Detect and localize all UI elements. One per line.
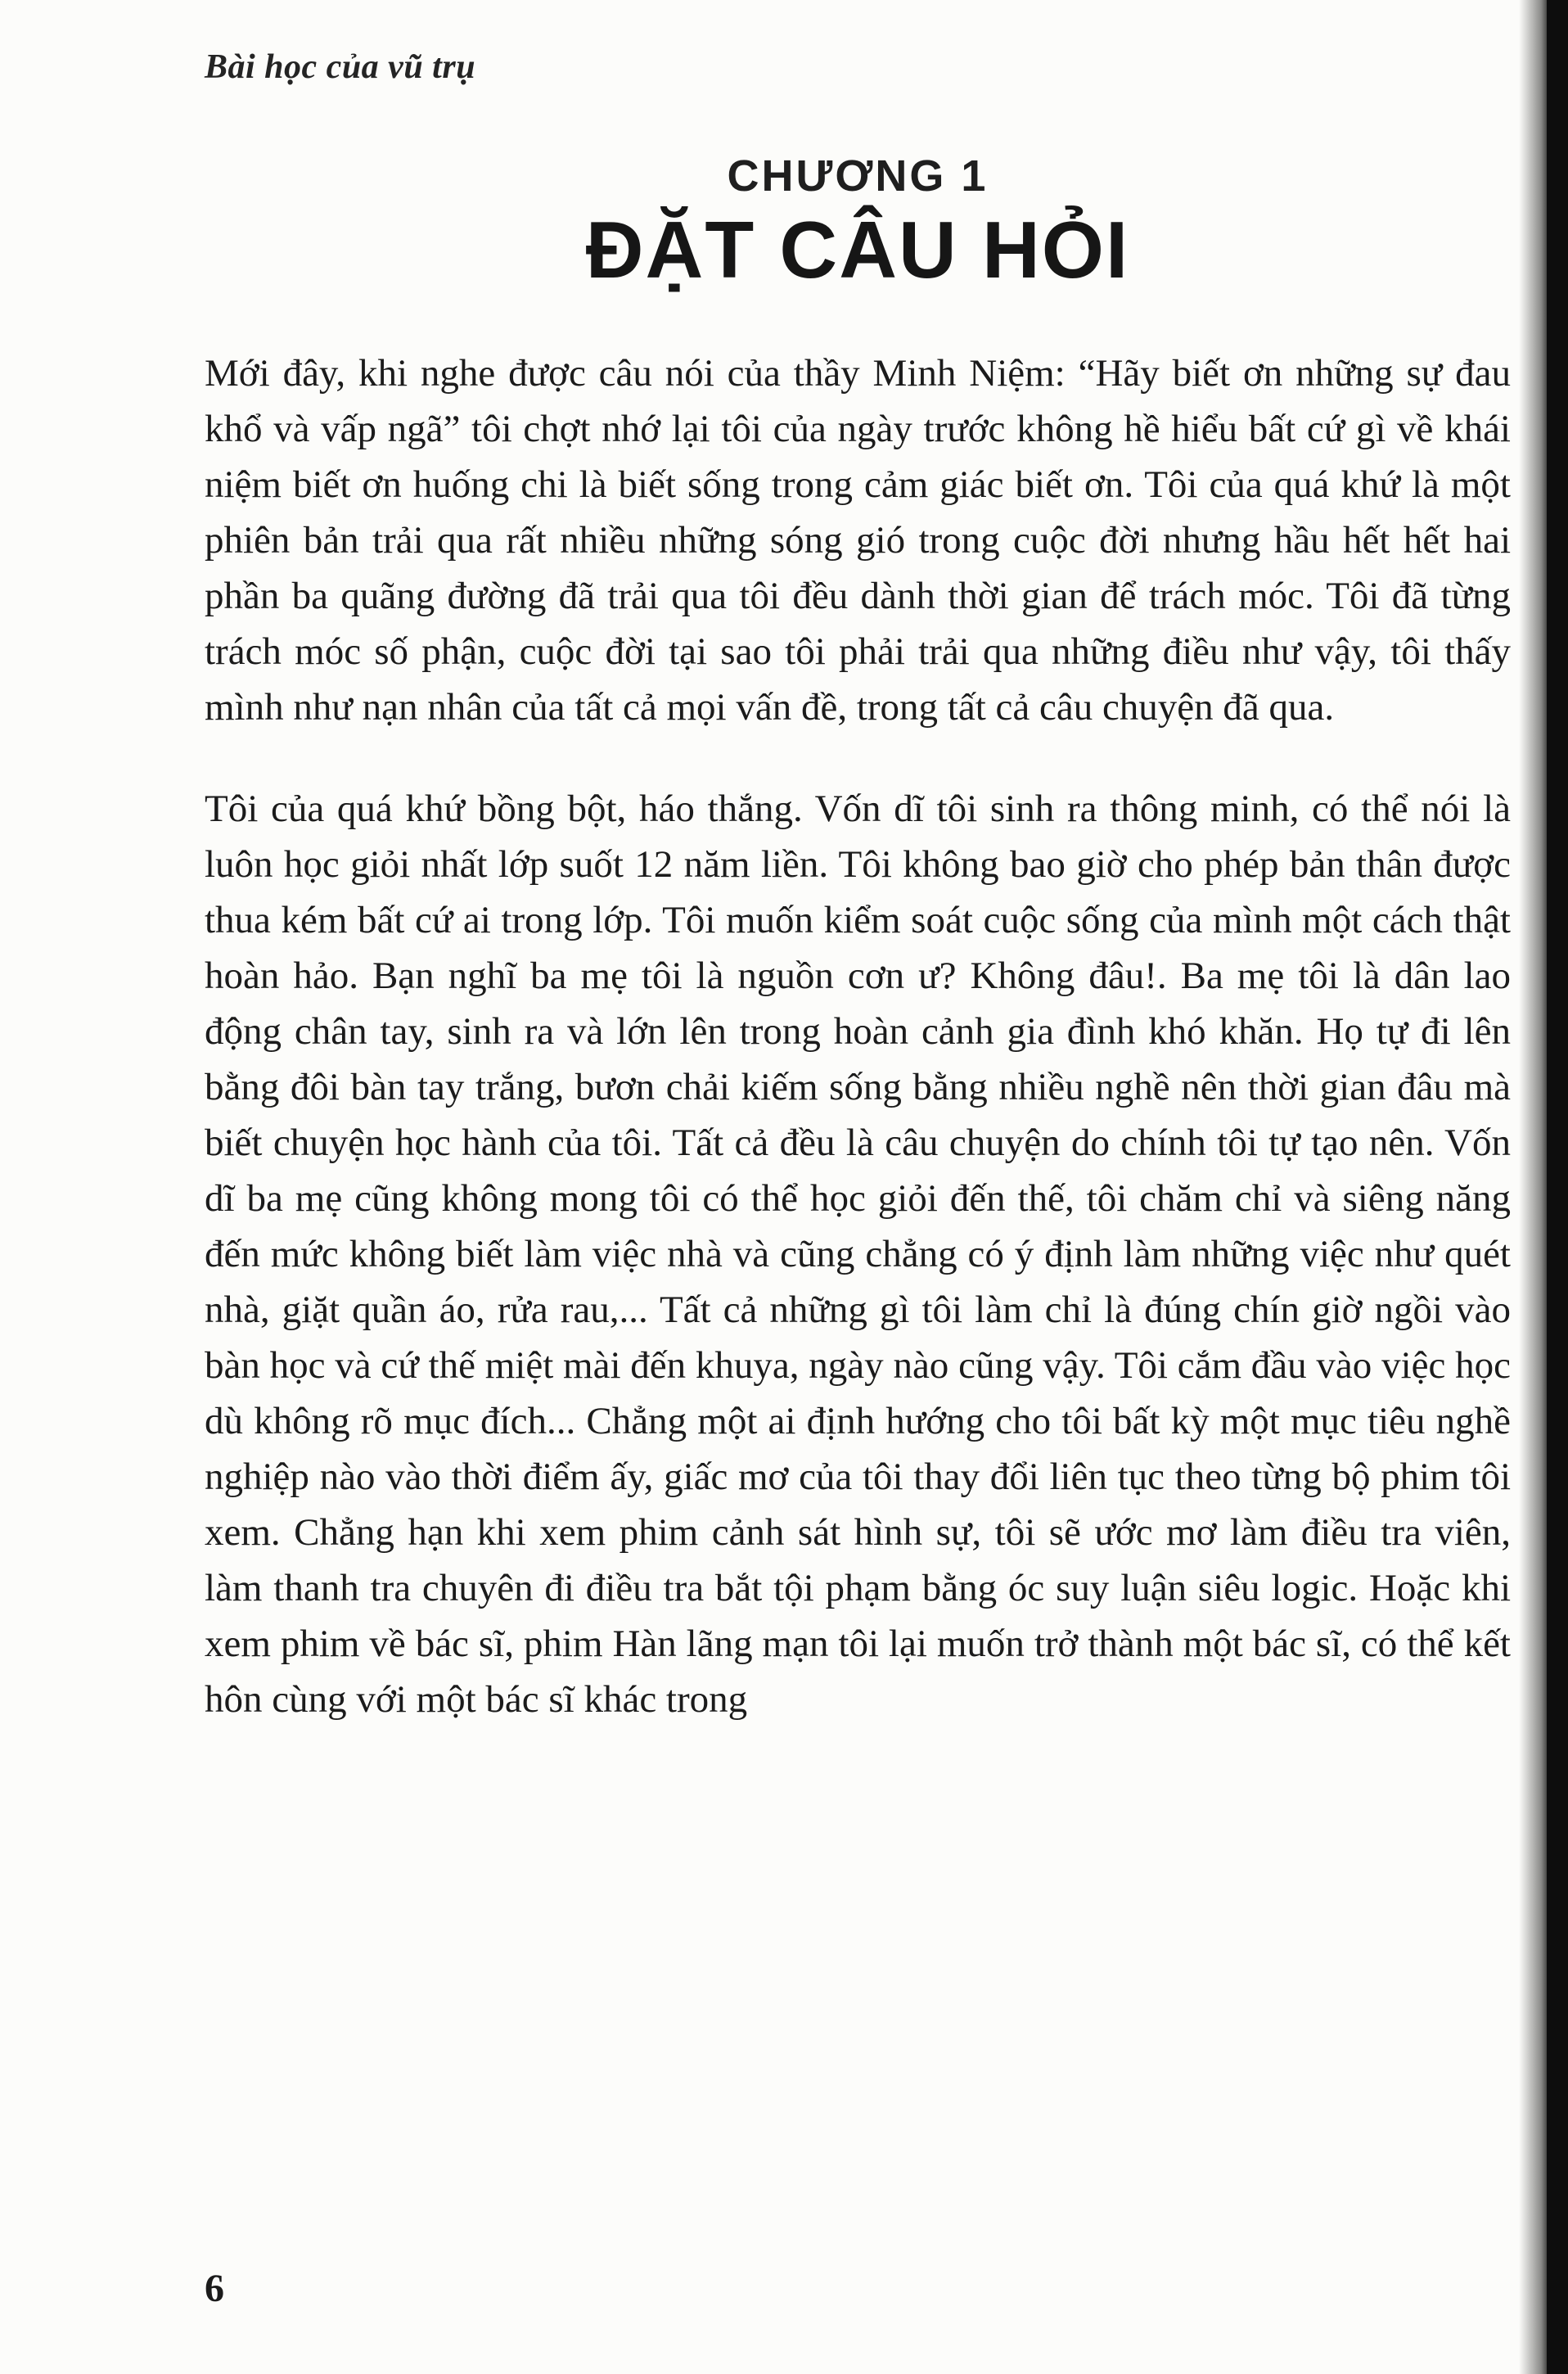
chapter-label: CHƯƠNG 1 — [727, 151, 989, 201]
page-number: 6 — [205, 2267, 224, 2310]
chapter-title: ĐẶT CÂU HỎI — [585, 205, 1130, 295]
page-edge-gradient — [1519, 0, 1547, 2374]
running-header: Bài học của vũ trụ — [205, 48, 476, 86]
body-text — [205, 345, 1511, 1727]
page-content — [205, 151, 1511, 1727]
paragraph-1: Mới đây, khi nghe được câu nói của thầy Minh Niệm: “Hãy biết ơn những sự đau khổ và vấp ngã” tôi chợt nhớ lại tôi của ngày trước không hề hiểu bất cứ gì về khái niệm biết ơn huống chi là biết sống trong cảm giác biết ơn. Tôi của quá khứ là một phiên bản trải qua rất nhiều những sóng gió trong cuộc đời nhưng hầu hết hết hai phần ba quãng đường đã trải qua tôi đều dành thời gian để trách móc. Tôi đã từng trách móc số phận, cuộc đời tại sao tôi phải trải qua những điều như vậy, tôi thấy mình như nạn nhân của tất cả mọi vấn đề, trong tất cả câu chuyện đã qua. — [205, 351, 1511, 729]
book-edge-shadow — [1547, 0, 1568, 2374]
paragraph-2: Tôi của quá khứ bồng bột, háo thắng. Vốn dĩ tôi sinh ra thông minh, có thể nói là luôn học giỏi nhất lớp suốt 12 năm liền. Tôi không bao giờ cho phép bản thân được thua kém bất cứ ai trong lớp. Tôi muốn kiểm soát cuộc sống của mình một cách thật hoàn hảo. Bạn nghĩ ba mẹ tôi là nguồn cơn ư? Không đâu!. Ba mẹ tôi là dân lao động chân tay, sinh ra và lớn lên trong hoàn cảnh gia đình khó khăn. Họ tự đi lên bằng đôi bàn tay trắng, bươn chải kiếm sống bằng nhiều nghề nên thời gian đâu mà biết chuyện học hành của tôi. Tất cả đều là câu chuyện do chính tôi tự tạo nên. Vốn dĩ ba mẹ cũng không mong tôi có thể học giỏi đến thế, tôi chăm chỉ và siêng năng đến mức không biết làm việc nhà và cũng chẳng có ý định làm những việc như quét nhà, giặt quần áo, rửa rau,... Tất cả những gì tôi làm chỉ là đúng chín giờ ngồi vào bàn học và cứ thế miệt mài đến khuya, ngày nào cũng vậy. Tôi cắm đầu vào việc học dù không rõ mục đích... Chẳng một ai định hướng cho tôi bất kỳ một mục tiêu nghề nghiệp nào vào thời điểm ấy, giấc mơ của tôi thay đổi liên tục theo từng bộ phim tôi xem. Chẳng hạn khi xem phim cảnh sát hình sự, tôi sẽ ước mơ làm điều tra viên, làm thanh tra chuyên đi điều tra bắt tội phạm bằng óc suy luận siêu logic. Hoặc khi xem phim về bác sĩ, phim Hàn lãng mạn tôi lại muốn trở thành một bác sĩ, có thể kết hôn cùng với một bác sĩ khác trong — [205, 787, 1511, 1721]
